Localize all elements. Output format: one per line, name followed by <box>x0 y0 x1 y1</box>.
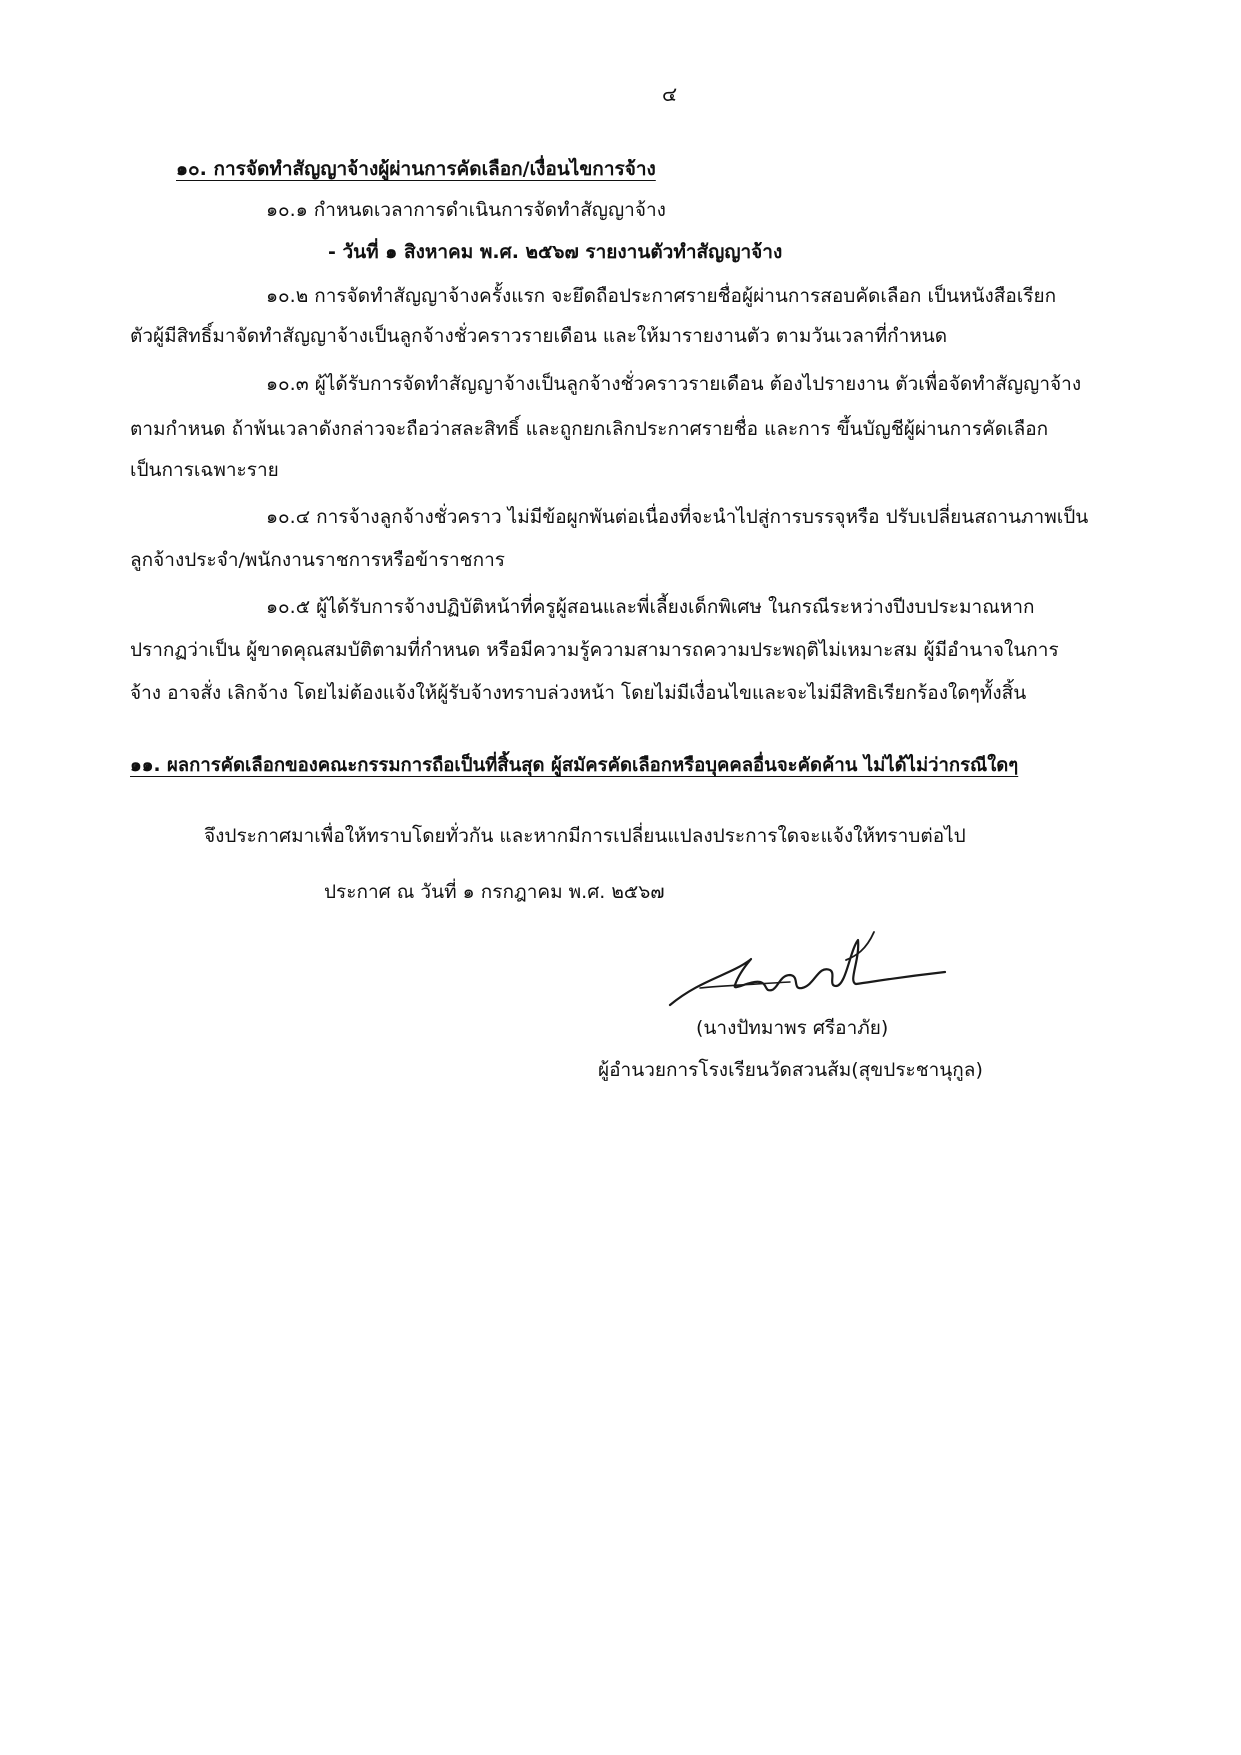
signer-title: ผู้อำนวยการโรงเรียนวัดสวนส้ม(สุขประชานุกูล) <box>598 1059 983 1081</box>
section-10-3-line-3: เป็นการเฉพาะราย <box>130 459 279 481</box>
section-10-5-line-2: ปรากฏว่าเป็น ผู้ขาดคุณสมบัติตามที่กำหนด หรือมีความรู้ความสามารถความประพฤติไม่เหมาะสม ผู้มีอำนาจในการ <box>130 639 1059 661</box>
section-10-3-line-2: ตามกำหนด ถ้าพ้นเวลาดังกล่าวจะถือว่าสละสิทธิ์ และถูกยกเลิกประกาศรายชื่อ และการ ขึ้นบัญชีผู้ผ่านการคัดเลือก <box>130 418 1049 440</box>
section-10-4-line-1: ๑๐.๔ การจ้างลูกจ้างชั่วคราว ไม่มีข้อผูกพันต่อเนื่องที่จะนำไปสู่การบรรจุหรือ ปรับเปลี่ยนสถานภาพเป็น <box>266 506 1089 528</box>
section-11-heading: ๑๑. ผลการคัดเลือกของคณะกรรมการถือเป็นที่สิ้นสุด ผู้สมัครคัดเลือกหรือบุคคลอื่นจะคัดค้าน ไม่ได้ไม่ว่ากรณีใดๆ <box>130 755 1019 776</box>
section-10-2-line-2: ตัวผู้มีสิทธิ์มาจัดทำสัญญาจ้างเป็นลูกจ้างชั่วคราวรายเดือน และให้มารายงานตัว ตามวันเวลาที่กำหนด <box>130 325 948 347</box>
section-10-2-line-1: ๑๐.๒ การจัดทำสัญญาจ้างครั้งแรก จะยึดถือประกาศรายชื่อผู้ผ่านการสอบคัดเลือก เป็นหนังสือเรียก <box>266 285 1057 307</box>
announcement-date: ประกาศ ณ วันที่ ๑ กรกฎาคม พ.ศ. ๒๕๖๗ <box>324 881 665 903</box>
section-10-1: ๑๐.๑ กำหนดเวลาการดำเนินการจัดทำสัญญาจ้าง <box>266 199 666 221</box>
section-10-5-line-1: ๑๐.๕ ผู้ได้รับการจ้างปฏิบัติหน้าที่ครูผู้สอนและพี่เลี้ยงเด็กพิเศษ ในกรณีระหว่างปีงบประมาณหาก <box>266 596 1035 618</box>
closing-statement: จึงประกาศมาเพื่อให้ทราบโดยทั่วกัน และหากมีการเปลี่ยนแปลงประการใดจะแจ้งให้ทราบต่อไป <box>204 825 966 847</box>
page-number: ๔ <box>662 82 678 106</box>
signer-name: (นางปัทมาพร ศรีอาภัย) <box>696 1017 889 1039</box>
signature-image <box>660 920 950 1020</box>
section-10-3-line-1: ๑๐.๓ ผู้ได้รับการจัดทำสัญญาจ้างเป็นลูกจ้างชั่วคราวรายเดือน ต้องไปรายงาน ตัวเพื่อจัดทำสัญญาจ้าง <box>266 373 1082 395</box>
section-10-1-date: - วันที่ ๑ สิงหาคม พ.ศ. ๒๕๖๗ รายงานตัวทำสัญญาจ้าง <box>328 241 783 263</box>
section-10-4-line-2: ลูกจ้างประจำ/พนักงานราชการหรือข้าราชการ <box>130 549 505 571</box>
section-10-heading: ๑๐. การจัดทำสัญญาจ้างผู้ผ่านการคัดเลือก/เงื่อนไขการจ้าง <box>176 158 656 180</box>
section-10-5-line-3: จ้าง อาจสั่ง เลิกจ้าง โดยไม่ต้องแจ้งให้ผู้รับจ้างทราบล่วงหน้า โดยไม่มีเงื่อนไขและจะไม่มีสิทธิเรียกร้องใดๆทั้งสิ้น <box>130 682 1027 704</box>
